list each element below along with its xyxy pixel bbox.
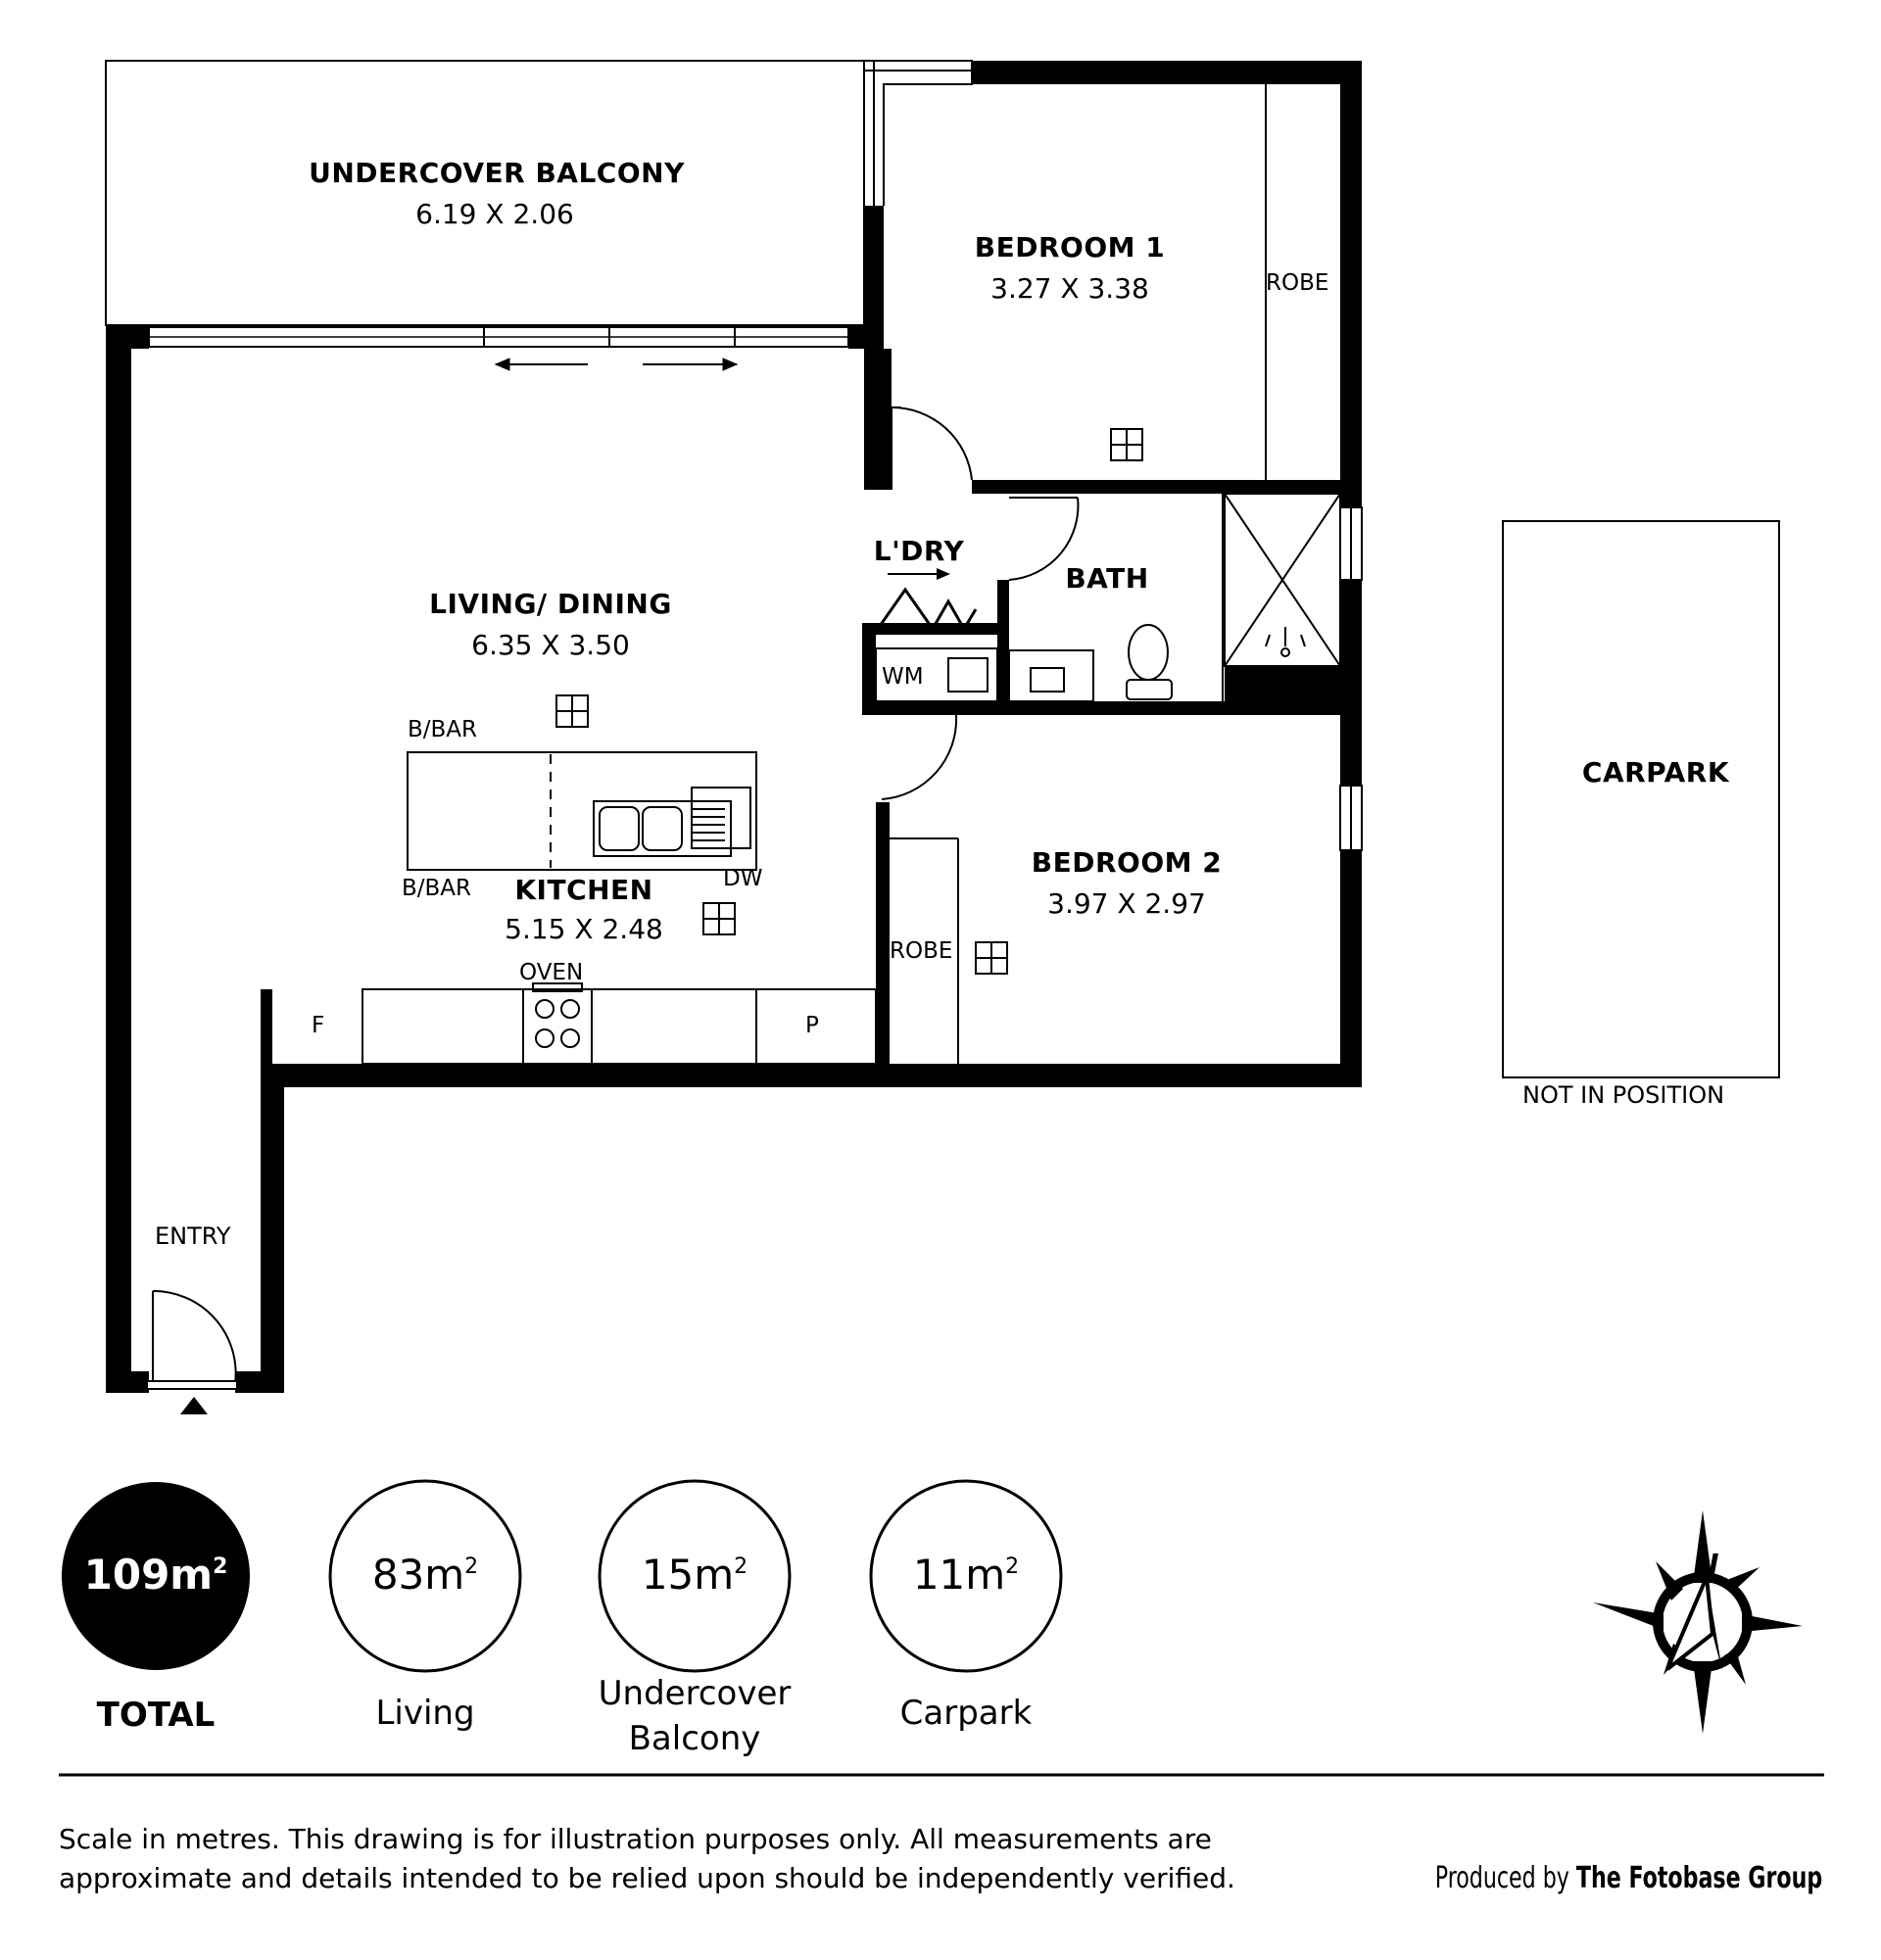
shower-icon: [1225, 494, 1340, 666]
area-living: [330, 1481, 520, 1733]
wm-label: WM: [882, 664, 924, 690]
robe2-label: ROBE: [890, 938, 953, 964]
kitchen: [312, 717, 876, 1064]
bedroom1: [975, 84, 1329, 480]
carpark-area-sup: 2: [1005, 1554, 1020, 1579]
bedroom1-dims: 3.27 X 3.38: [990, 272, 1149, 305]
robe1-label: ROBE: [1266, 270, 1329, 296]
oven-label: OVEN: [519, 960, 584, 985]
bedroom1-title: BEDROOM 1: [974, 231, 1166, 263]
area-total: [62, 1482, 250, 1735]
living-area-sup: 2: [464, 1554, 479, 1579]
total-caption: TOTAL: [96, 1696, 216, 1735]
entry-arrow-icon: [180, 1397, 208, 1414]
disclaimer: [59, 1820, 1411, 1898]
cooktop-icon: [533, 983, 582, 1047]
balcony-area-sup: 2: [734, 1554, 748, 1579]
svg-text:83m2: [372, 1551, 478, 1599]
living-title: LIVING/ DINING: [429, 588, 672, 620]
total-area-sup: 2: [213, 1554, 228, 1579]
fridge-label: F: [312, 1013, 325, 1038]
bedroom2: [890, 838, 1222, 1064]
entry-label: ENTRY: [155, 1222, 231, 1250]
washing-machine-icon: [948, 658, 988, 692]
carpark-caption: Carpark: [899, 1694, 1033, 1733]
kitchen-island: [408, 752, 756, 870]
total-area-value: 109m: [83, 1551, 214, 1599]
carpark-title: CARPARK: [1581, 756, 1730, 789]
vanity-icon: [1009, 650, 1093, 701]
area-carpark: [871, 1481, 1061, 1733]
compass-north-label: N: [1694, 1549, 1719, 1583]
living-caption: Living: [375, 1694, 475, 1733]
balcony-caption-2: Balcony: [628, 1719, 761, 1758]
light-icon: [976, 942, 1007, 974]
pantry-label: P: [805, 1013, 819, 1038]
bedroom2-title: BEDROOM 2: [1031, 846, 1223, 879]
sliding-door: [149, 327, 848, 370]
compass-rose-icon: [1593, 1510, 1803, 1734]
laundry: [874, 535, 997, 701]
kitchen-title: KITCHEN: [514, 874, 653, 906]
toilet-icon: [1127, 625, 1172, 699]
dw-label: DW: [723, 866, 763, 891]
bath-title: BATH: [1065, 562, 1149, 595]
bedroom2-dims: 3.97 X 2.97: [1047, 887, 1206, 920]
kitchen-dims: 5.15 X 2.48: [505, 913, 663, 945]
living-dims: 6.35 X 3.50: [471, 629, 630, 661]
exterior-walls: [106, 61, 1362, 1393]
producer-credit: [1435, 1861, 1822, 1895]
svg-text:15m2: [642, 1551, 748, 1599]
carpark-note: NOT IN POSITION: [1522, 1081, 1725, 1109]
balcony-title: UNDERCOVER BALCONY: [309, 157, 685, 189]
laundry-title: L'DRY: [873, 535, 965, 567]
carpark-area-value: 11m: [912, 1551, 1006, 1599]
svg-text:11m2: [913, 1551, 1019, 1599]
bbar-bottom-label: B/BAR: [402, 876, 472, 901]
balcony-dims: 6.19 X 2.06: [415, 198, 574, 230]
disclaimer-line-2: approximate and details intended to be relied upon should be independently verified.: [59, 1862, 1235, 1894]
light-icon: [1111, 429, 1142, 460]
bbar-top-label: B/BAR: [408, 717, 478, 742]
living-area-value: 83m: [371, 1551, 465, 1599]
balcony-caption-1: Undercover: [598, 1674, 792, 1713]
balcony-area-value: 15m: [641, 1551, 735, 1599]
area-balcony: [599, 1481, 792, 1758]
balcony-area: [106, 61, 864, 325]
light-icon: [703, 903, 735, 934]
svg-text:109m2: [84, 1551, 228, 1599]
disclaimer-line-1: Scale in metres. This drawing is for illustration purposes only. All measurements are: [59, 1823, 1212, 1855]
credit-brand: The Fotobase Group: [1575, 1861, 1822, 1895]
kitchen-bench: [362, 989, 876, 1064]
carpark: [1503, 521, 1779, 1109]
bedroom1-corner-window: [864, 61, 972, 206]
living-dining: [429, 588, 672, 727]
light-icon: [556, 695, 588, 727]
credit-prefix: Produced by: [1434, 1861, 1569, 1895]
